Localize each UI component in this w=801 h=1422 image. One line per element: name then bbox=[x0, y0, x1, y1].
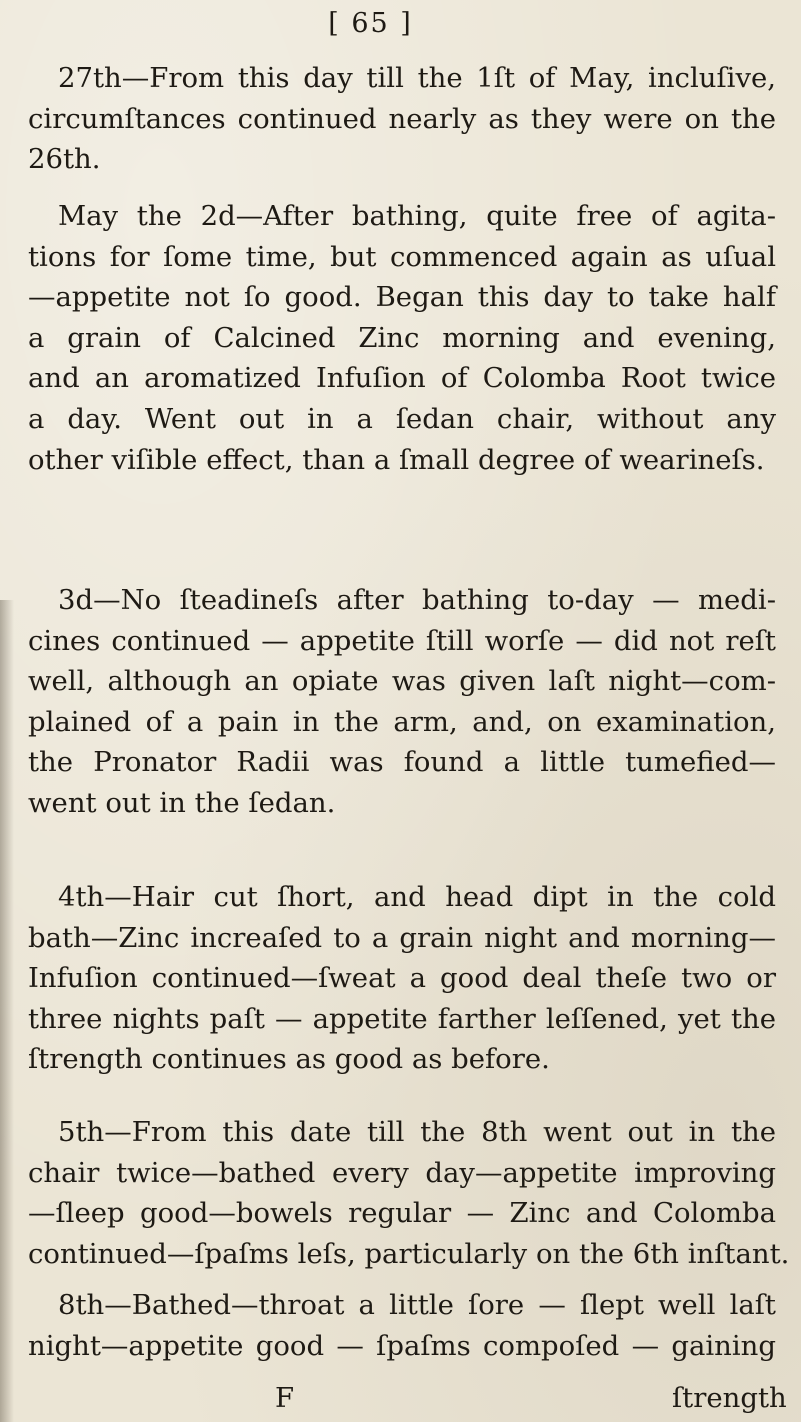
text-line: and an aromatized Infuſion of Colomba Root twice bbox=[28, 362, 776, 395]
page-number: [ 65 ] bbox=[328, 8, 413, 39]
text-line: bath—Zinc increaſed to a grain night and morning— bbox=[28, 921, 776, 954]
text-line: plained of a pain in the arm, and, on examination, bbox=[28, 705, 776, 738]
binding-shadow bbox=[0, 600, 14, 1422]
text-line: a day. Went out in a ſedan chair, without any bbox=[28, 402, 776, 435]
text-line: 4th—Hair cut ſhort, and head dipt in the cold bbox=[58, 881, 776, 913]
text-line: 3d—No ſteadineſs after bathing to-day — medi- bbox=[58, 584, 776, 616]
text-line: tions for ſome time, but commenced again as uſual bbox=[28, 240, 776, 273]
text-line: ſtrength continues as good as before. bbox=[28, 1043, 550, 1076]
text-line: continued—ſpaſms leſs, particularly on the 6th inſtant. bbox=[28, 1237, 790, 1270]
text-line: went out in the ſedan. bbox=[28, 786, 336, 819]
text-line: 27th—From this day till the 1ſt of May, incluſive, bbox=[58, 62, 776, 94]
entry-4th bbox=[28, 877, 776, 1080]
text-line: a grain of Calcined Zinc morning and evening, bbox=[28, 321, 776, 354]
entry-8th bbox=[28, 1285, 776, 1366]
catchword: ſtrength bbox=[672, 1382, 787, 1414]
text-line: the Pronator Radii was found a little tumefied— bbox=[28, 746, 776, 779]
text-line: Infuſion continued—ſweat a good deal theſe two or bbox=[28, 962, 776, 995]
entry-5th bbox=[28, 1112, 790, 1274]
signature-mark: F bbox=[275, 1382, 295, 1414]
text-line: 5th—From this date till the 8th went out in the bbox=[58, 1116, 776, 1148]
text-line: chair twice—bathed every day—appetite improving bbox=[28, 1156, 776, 1189]
entry-3d bbox=[28, 580, 776, 824]
entry-may-2d bbox=[28, 196, 776, 480]
text-line: cines continued — appetite ſtill worſe — did not reſt bbox=[28, 624, 776, 657]
text-line: three nights paſt — appetite farther leſſened, yet the bbox=[28, 1002, 776, 1035]
text-line: 8th—Bathed—throat a little ſore — ſlept well laſt bbox=[58, 1289, 776, 1321]
text-line: 26th. bbox=[28, 143, 101, 176]
entry-27th bbox=[28, 58, 776, 180]
text-line: —ſleep good—bowels regular — Zinc and Colomba bbox=[28, 1197, 776, 1230]
text-line: night—appetite good — ſpaſms compoſed — gaining bbox=[28, 1329, 776, 1362]
text-line: —appetite not ſo good. Began this day to take half bbox=[28, 281, 776, 314]
text-line: circumſtances continued nearly as they were on the bbox=[28, 102, 776, 135]
text-line: well, although an opiate was given laſt night—com- bbox=[28, 665, 776, 698]
text-line: May the 2d—After bathing, quite free of agita- bbox=[58, 200, 776, 232]
text-line: other viſible effect, than a ſmall degree of wearineſs. bbox=[28, 443, 765, 476]
